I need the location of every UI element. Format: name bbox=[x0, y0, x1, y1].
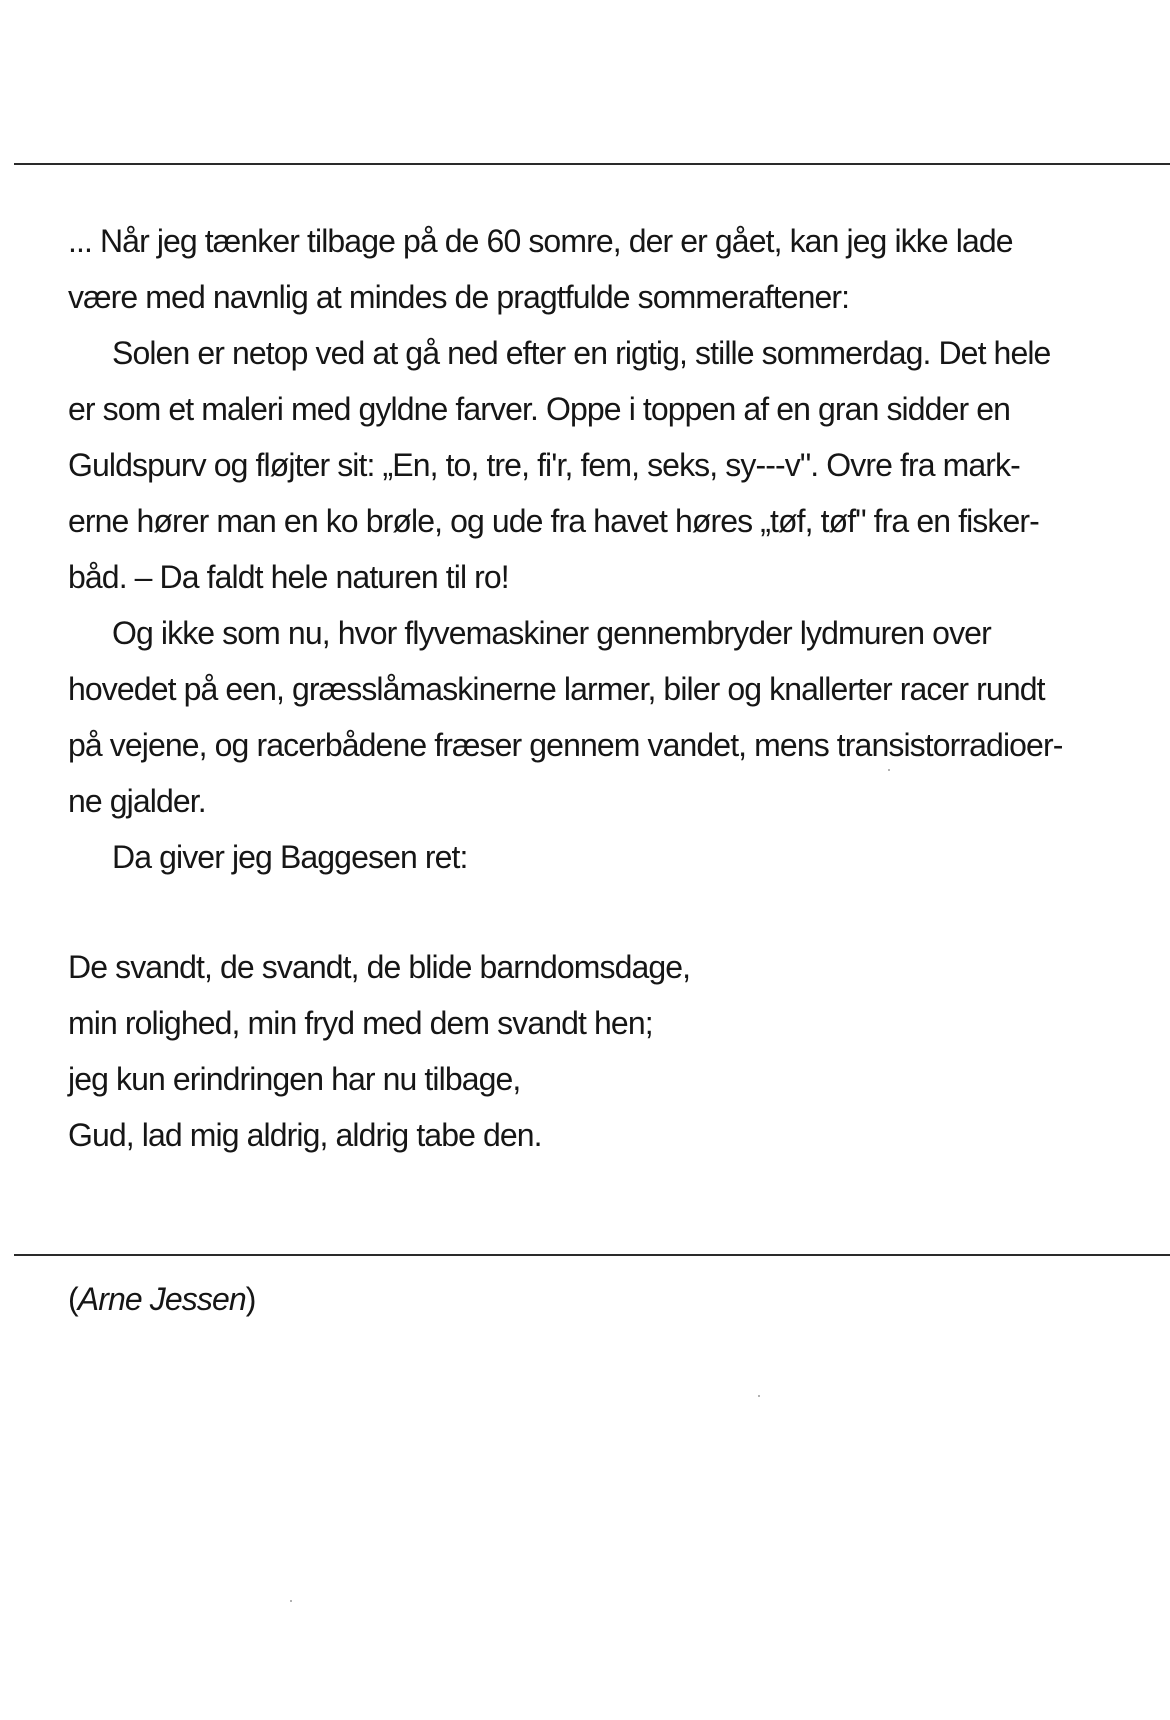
poem-line: De svandt, de svandt, de blide barndomsdage, bbox=[68, 949, 691, 985]
text-line: Og ikke som nu, hvor flyvemaskiner gennembryder lydmuren over bbox=[112, 615, 991, 651]
signature-open-paren: ( bbox=[68, 1281, 78, 1317]
text-line: båd. – Da faldt hele naturen til ro! bbox=[68, 559, 509, 595]
text-line: Solen er netop ved at gå ned efter en rigtig, stille sommerdag. Det hele bbox=[112, 335, 1051, 371]
author-name: Arne Jessen bbox=[77, 1281, 246, 1317]
text-line: være med navnlig at mindes de pragtfulde sommeraftener: bbox=[68, 279, 850, 315]
stanza-spacer bbox=[68, 885, 1078, 939]
bottom-horizontal-rule bbox=[14, 1254, 1170, 1256]
text-line: ... Når jeg tænker tilbage på de 60 somre, der er gået, kan jeg ikke lade bbox=[68, 223, 1013, 259]
text-line: ne gjalder. bbox=[68, 783, 206, 819]
text-line: Da giver jeg Baggesen ret: bbox=[112, 839, 468, 875]
scan-speck bbox=[758, 1395, 760, 1397]
poem-line: min rolighed, min fryd med dem svandt hen; bbox=[68, 1005, 653, 1041]
text-line: Guldspurv og fløjter sit: „En, to, tre, fi'r, fem, seks, sy---v". Ovre fra mark- bbox=[68, 447, 1020, 483]
poem-stanza bbox=[68, 939, 1078, 1163]
paragraph-intro bbox=[68, 213, 1078, 325]
poem-line: jeg kun erindringen har nu tilbage, bbox=[68, 1061, 521, 1097]
text-line: erne hører man en ko brøle, og ude fra havet høres „tøf, tøf" fra en fisker- bbox=[68, 503, 1039, 539]
text-line: er som et maleri med gyldne farver. Oppe i toppen af en gran sidder en bbox=[68, 391, 1011, 427]
top-horizontal-rule bbox=[14, 163, 1170, 165]
poem-line: Gud, lad mig aldrig, aldrig tabe den. bbox=[68, 1117, 542, 1153]
paragraph-baggesen bbox=[68, 829, 1078, 885]
author-signature bbox=[68, 1271, 1078, 1327]
memoir-text-block bbox=[68, 213, 1078, 1327]
scan-speck bbox=[290, 1600, 292, 1602]
scan-speck bbox=[888, 769, 890, 771]
signature-close-paren: ) bbox=[245, 1281, 256, 1317]
paragraph-modern-noise bbox=[68, 605, 1078, 829]
paragraph-summer-evening bbox=[68, 325, 1078, 605]
text-line: hovedet på een, græsslåmaskinerne larmer, biler og knallerter racer rundt bbox=[68, 671, 1045, 707]
text-line: på vejene, og racerbådene fræser gennem vandet, mens transistorradioer- bbox=[68, 727, 1063, 763]
